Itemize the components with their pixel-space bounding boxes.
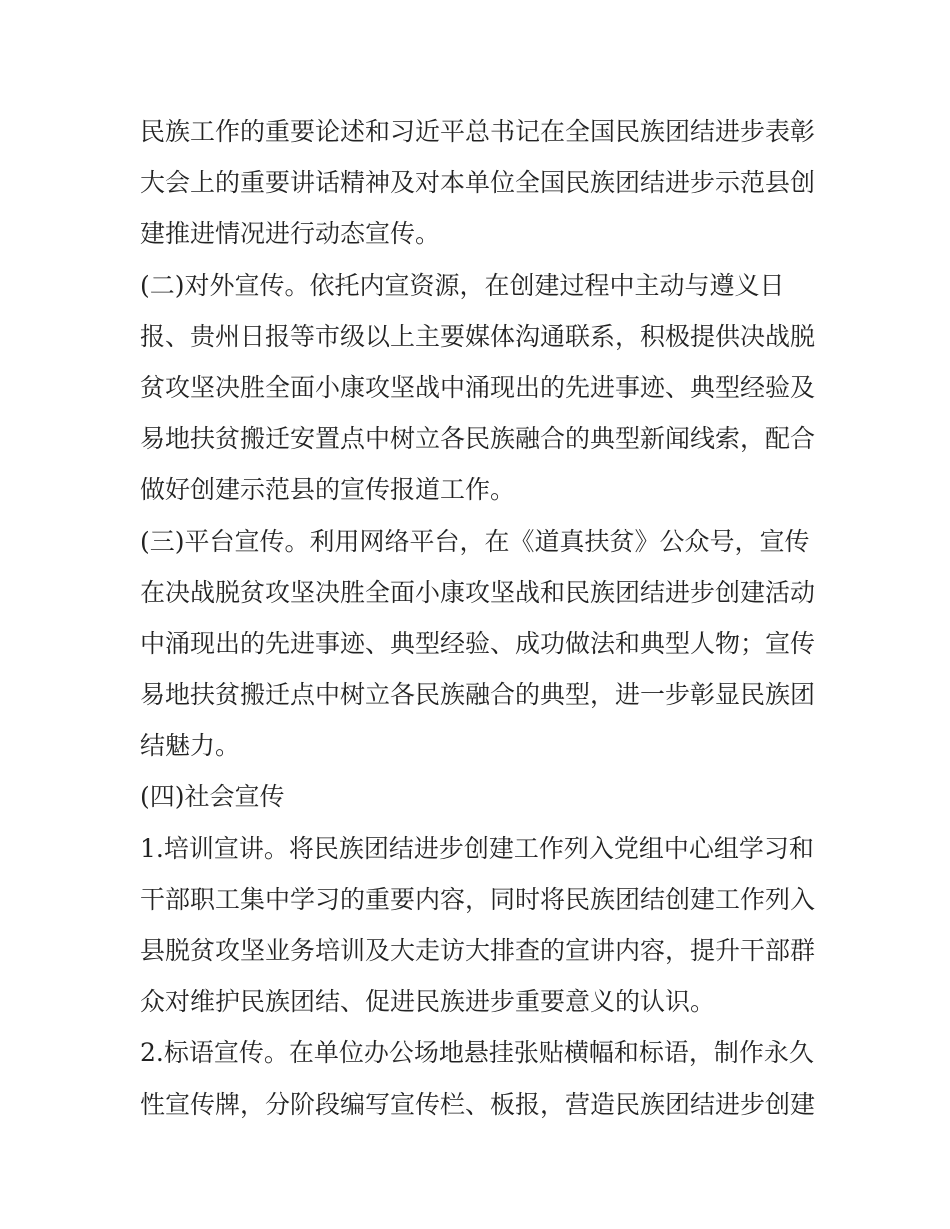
section-heading-external-publicity: (二)对外宣传。依托内宣资源，在创建过程中主动与遵义日 bbox=[140, 270, 785, 300]
text-line: 众对维护民族团结、促进民族进步重要意义的认识。 bbox=[140, 987, 716, 1017]
text-line: 结魅力。 bbox=[140, 731, 241, 761]
text-line: 报、贵州日报等市级以上主要媒体沟通联系，积极提供决战脱 bbox=[140, 321, 816, 351]
text-line: 中涌现出的先进事迹、典型经验、成功做法和典型人物；宣传 bbox=[140, 628, 816, 658]
text-line: 民族工作的重要论述和习近平总书记在全国民族团结进步表彰 bbox=[140, 117, 816, 146]
list-item-training: 1.培训宣讲。将民族团结进步创建工作列入党组中心组学习和 bbox=[140, 833, 814, 863]
document-body bbox=[140, 106, 820, 1130]
text-line: 县脱贫攻坚业务培训及大走访大排查的宣讲内容，提升干部群 bbox=[140, 936, 816, 965]
text-line: 做好创建示范县的宣传报道工作。 bbox=[140, 475, 516, 505]
text-line: 建推进情况进行动态宣传。 bbox=[140, 219, 441, 249]
text-line: 干部职工集中学习的重要内容，同时将民族团结创建工作列入 bbox=[140, 884, 816, 914]
text-line: 易地扶贫搬迁安置点中树立各民族融合的典型新闻线索，配合 bbox=[140, 424, 816, 454]
text-line: 性宣传牌，分阶段编写宣传栏、板报，营造民族团结进步创建 bbox=[140, 1089, 816, 1119]
text-line: 在决战脱贫攻坚决胜全面小康攻坚战和民族团结进步创建活动 bbox=[140, 577, 816, 607]
text-line: 易地扶贫搬迁点中树立各民族融合的典型，进一步彰显民族团 bbox=[140, 680, 816, 710]
text-line: 贫攻坚决胜全面小康攻坚战中涌现出的先进事迹、典型经验及 bbox=[140, 372, 816, 402]
list-item-slogans: 2.标语宣传。在单位办公场地悬挂张贴横幅和标语，制作永久 bbox=[140, 1038, 814, 1068]
section-heading-social-publicity: (四)社会宣传 bbox=[140, 782, 285, 812]
section-heading-platform-publicity: (三)平台宣传。利用网络平台，在《道真扶贫》公众号，宣传 bbox=[140, 526, 810, 556]
text-line: 大会上的重要讲话精神及对本单位全国民族团结进步示范县创 bbox=[140, 168, 816, 198]
